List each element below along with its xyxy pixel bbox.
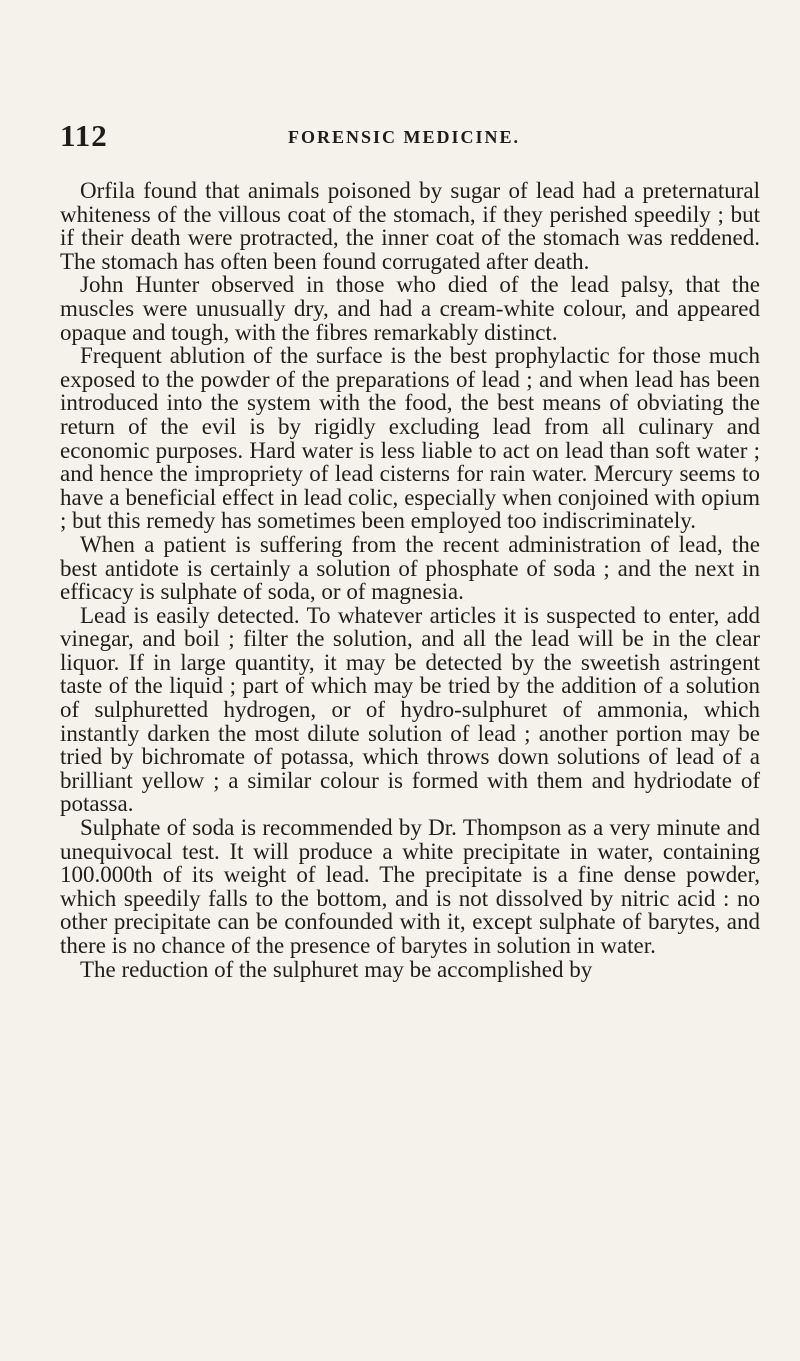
- paragraph-antidote: When a patient is suffering from the recent administration of lead, the best antidote is certainly a solution of phosphate of soda ; and the next in efficacy is sulphate of soda, or of magnesia.: [60, 531, 760, 605]
- paragraph-john-hunter: John Hunter observed in those who died of the lead palsy, that the muscles were unusually dry, and had a cream-white colour, and appeared opaque and tough, with the fibres remarkably distinct.: [60, 272, 760, 345]
- running-title: FORENSIC MEDICINE.: [288, 127, 521, 147]
- body-text: [60, 179, 760, 981]
- paragraph-detection: Lead is easily detected. To whatever articles it is suspected to enter, add vinegar, and boil ; filter the solution, and all the lead will be in the clear liquor. If in large quantity, it may be detected by the sweetish astringent taste of the liquid ; part of which may be tried by the addition of a solution of sulphuretted hydrogen, or of hydro-sulphuret of ammonia, which instantly darken the most dilute solution of lead ; another portion may be tried by bichromate of potassa, which throws down solutions of lead of a brilliant yellow ; a similar colour is formed with them and hydriodate of potassa.: [60, 602, 760, 817]
- paragraph-reduction: The reduction of the sulphuret may be accomplished by: [80, 956, 593, 982]
- running-head: [60, 118, 760, 162]
- paragraph-sulphate-test: Sulphate of soda is recommended by Dr. Thompson as a very minute and unequivocal test. It will produce a white precipitate in water, containing 100.000th of its weight of lead. The precipitate is a fine dense powder, which speedily falls to the bottom, and is not dissolved by nitric acid : no other precipitate can be confounded with it, except sulphate of barytes, and there is no chance of the presence of barytes in solution in water.: [60, 815, 760, 958]
- paragraph-prophylaxis: Frequent ablution of the surface is the best prophylactic for those much exposed to the powder of the preparations of lead ; and when lead has been introduced into the system with the food, the best means of obviating the return of the evil is by rigidly excluding lead from all culinary and economic purposes. Hard water is less liable to act on lead than soft water ; and hence the impropriety of lead cisterns for rain water. Mercury seems to have a beneficial effect in lead colic, especially when conjoined with opium ; but this remedy has sometimes been employed too indiscriminately.: [60, 343, 760, 534]
- paragraph-orfila: Orfila found that animals poisoned by sugar of lead had a preternatural whiteness of the villous coat of the stomach, if they perished speedily ; but if their death were protracted, the inner coat of the stomach was reddened. The stomach has often been found corrugated after death.: [60, 178, 760, 274]
- page-number: 112: [60, 118, 108, 153]
